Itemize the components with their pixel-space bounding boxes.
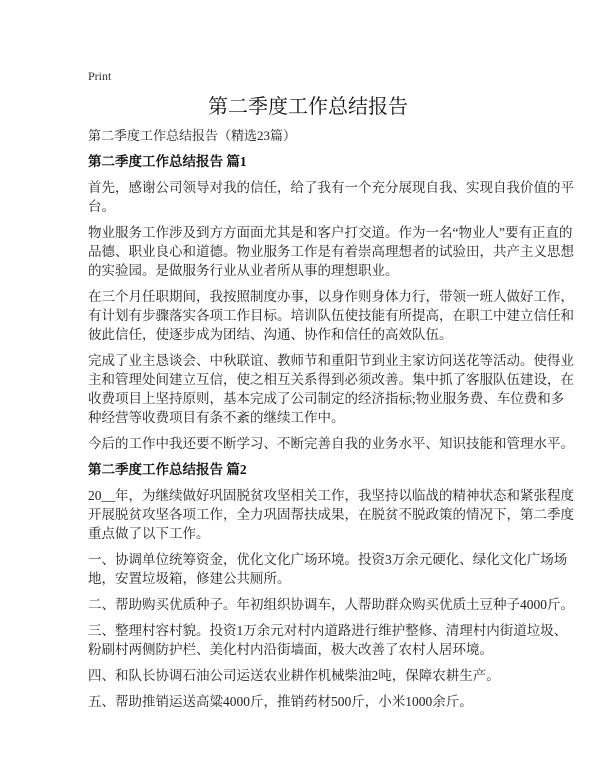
paragraph-line: 在三个月任职期间，我按照制度办事，以身作则身体力行，带领一班人做好工作， <box>88 289 574 304</box>
paragraph <box>88 692 528 711</box>
paragraph <box>88 434 574 453</box>
paragraph-line: 主和管理处间建立互信，使之相互关系得到必须改善。集中抓了客服队伍建设，在 <box>88 372 574 387</box>
document-subtitle: 第二季度工作总结报告（精选23篇） <box>88 128 297 143</box>
paragraph-line: 四、和队长协调石油公司运送农业耕作机械柴油2吨，保障农耕生产。 <box>88 668 500 683</box>
paragraph <box>88 621 568 659</box>
paragraph-line: 五、帮助推销运送高粱4000斤，推销药材500斤，小米1000余斤。 <box>88 694 473 709</box>
paragraph-line: 品德、职业良心和道德。物业服务工作是有着崇高理想者的试验田，共产主义思想 <box>88 244 574 259</box>
paragraph-line: 有计划有步骤落实各项工作目标。培训队伍使技能有所提高，在职工中建立信任和 <box>88 308 574 323</box>
print-link[interactable]: Print <box>88 69 112 83</box>
paragraph-line: 完成了业主恳谈会、中秋联谊、教师节和重阳节到业主家访问送花等活动。使得业 <box>88 353 574 368</box>
paragraph-line: 种经营等收费项目有条不紊的继续工作中。 <box>88 410 345 425</box>
paragraph-line: 今后的工作中我还要不断学习、不断完善自我的业务水平、知识技能和管理水平。 <box>88 436 574 451</box>
section-heading: 第二季度工作总结报告 篇1 <box>88 154 247 169</box>
paragraph-line: 一、协调单位统筹资金，优化文化广场环境。投资3万余元硬化、绿化文化广场场 <box>88 552 568 567</box>
paragraph-line: 收费项目上坚持原则，基本完成了公司制定的经济指标;物业服务费、车位费和多 <box>88 391 565 406</box>
page-title: 第二季度工作总结报告 <box>208 96 408 118</box>
section-heading: 第二季度工作总结报告 篇2 <box>88 462 247 477</box>
paragraph-line: 二、帮助购买优质种子。年初组织协调车，人帮助群众购买优质土豆种子4000斤。 <box>88 597 574 612</box>
paragraph <box>88 666 528 685</box>
paragraph-line: 开展脱贫攻坚各项工作，全力巩固帮扶成果，在脱贫不脱政策的情况下，第二季度 <box>88 507 574 522</box>
paragraph-line: 三、整理村容村貌。投资1万余元对村内道路进行维护整修、清理村内街道垃圾、 <box>88 623 568 638</box>
paragraph-line: 台。 <box>88 199 115 214</box>
paragraph-line: 粉刷村两侧防护栏、美化村内沿街墙面，极大改善了农村人居环境。 <box>88 642 493 657</box>
paragraph-line: 物业服务工作涉及到方方面面尤其是和客户打交道。作为一名“物业人”要有正直的 <box>88 225 573 240</box>
paragraph-line: 20__年，为继续做好巩固脱贫攻坚相关工作，我坚持以临战的精神状态和紧张程度 <box>88 488 574 503</box>
paragraph <box>88 223 574 280</box>
paragraph-line: 重点做了以下工作。 <box>88 526 210 541</box>
paragraph-line: 彼此信任，使逐步成为团结、沟通、协作和信任的高效队伍。 <box>88 327 453 342</box>
paragraph-line: 的实验园。是做服务行业从业者所从事的理想职业。 <box>88 263 399 278</box>
paragraph <box>88 550 568 588</box>
paragraph <box>88 486 574 543</box>
document-body <box>88 152 574 711</box>
paragraph-line: 首先，感谢公司领导对我的信任，给了我有一个充分展现自我、实现自我价值的平 <box>88 180 574 195</box>
paragraph <box>88 287 574 344</box>
paragraph <box>88 595 574 614</box>
paragraph <box>88 178 574 216</box>
paragraph <box>88 351 574 427</box>
document-page <box>88 68 574 718</box>
paragraph-line: 地，安置垃圾箱，修建公共厕所。 <box>88 571 291 586</box>
